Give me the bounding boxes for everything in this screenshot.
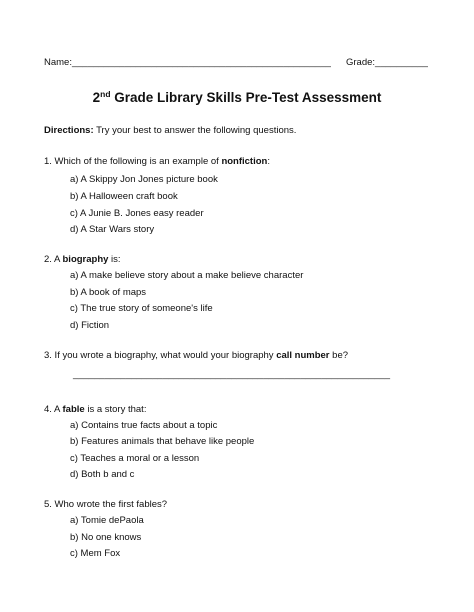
question-suffix: be?	[329, 350, 349, 361]
question-3	[44, 350, 348, 361]
page-title	[0, 89, 474, 105]
question-suffix: :	[267, 156, 270, 167]
answer-option: c) A Junie B. Jones easy reader	[70, 208, 204, 219]
answer-option: a) A make believe story about a make believe character	[70, 270, 304, 281]
answer-option: d) Fiction	[70, 320, 110, 331]
question-2	[44, 254, 121, 265]
answer-option: c) Mem Fox	[70, 548, 121, 559]
title-text: Grade Library Skills Pre-Test Assessment	[110, 90, 382, 105]
question-prefix: 2. A	[44, 254, 63, 265]
answer-option: b) No one knows	[70, 532, 142, 543]
directions-text: Try your best to answer the following questions.	[93, 125, 297, 136]
answer-option: b) Features animals that behave like people	[70, 436, 255, 447]
answer-option: d) A Star Wars story	[70, 224, 155, 235]
directions-label: Directions:	[44, 125, 94, 136]
question-4	[44, 404, 146, 415]
question-prefix: 5. Who wrote the first fables?	[44, 499, 168, 510]
answer-option: a) Contains true facts about a topic	[70, 420, 218, 431]
question-keyword: fable	[62, 404, 85, 415]
answer-option: b) A book of maps	[70, 287, 147, 298]
answer-option: d) Both b and c	[70, 469, 135, 480]
answer-option: c) Teaches a moral or a lesson	[70, 453, 200, 464]
directions	[44, 125, 296, 136]
question-keyword: call number	[276, 350, 330, 361]
answer-blank-line: ____________________________________________________________	[73, 369, 391, 380]
question-prefix: 4. A	[44, 404, 63, 415]
answer-option: a) Tomie dePaola	[70, 515, 144, 526]
question-5	[44, 499, 167, 510]
question-prefix: 1. Which of the following is an example of	[44, 156, 222, 167]
question-keyword: nonfiction	[221, 156, 268, 167]
grade-field-label: Grade:__________	[346, 57, 428, 68]
question-prefix: 3. If you wrote a biography, what would your biography	[44, 350, 277, 361]
name-field-label: Name:_________________________________________________	[44, 57, 331, 68]
question-keyword: biography	[62, 254, 109, 265]
question-suffix: is a story that:	[84, 404, 147, 415]
answer-option: a) A Skippy Jon Jones picture book	[70, 174, 218, 185]
question-suffix: is:	[108, 254, 121, 265]
title-ordinal-suffix: nd	[100, 89, 111, 99]
answer-option: c) The true story of someone's life	[70, 303, 213, 314]
question-1	[44, 156, 270, 167]
title-ordinal-number: 2	[92, 90, 101, 105]
answer-option: b) A Halloween craft book	[70, 191, 178, 202]
